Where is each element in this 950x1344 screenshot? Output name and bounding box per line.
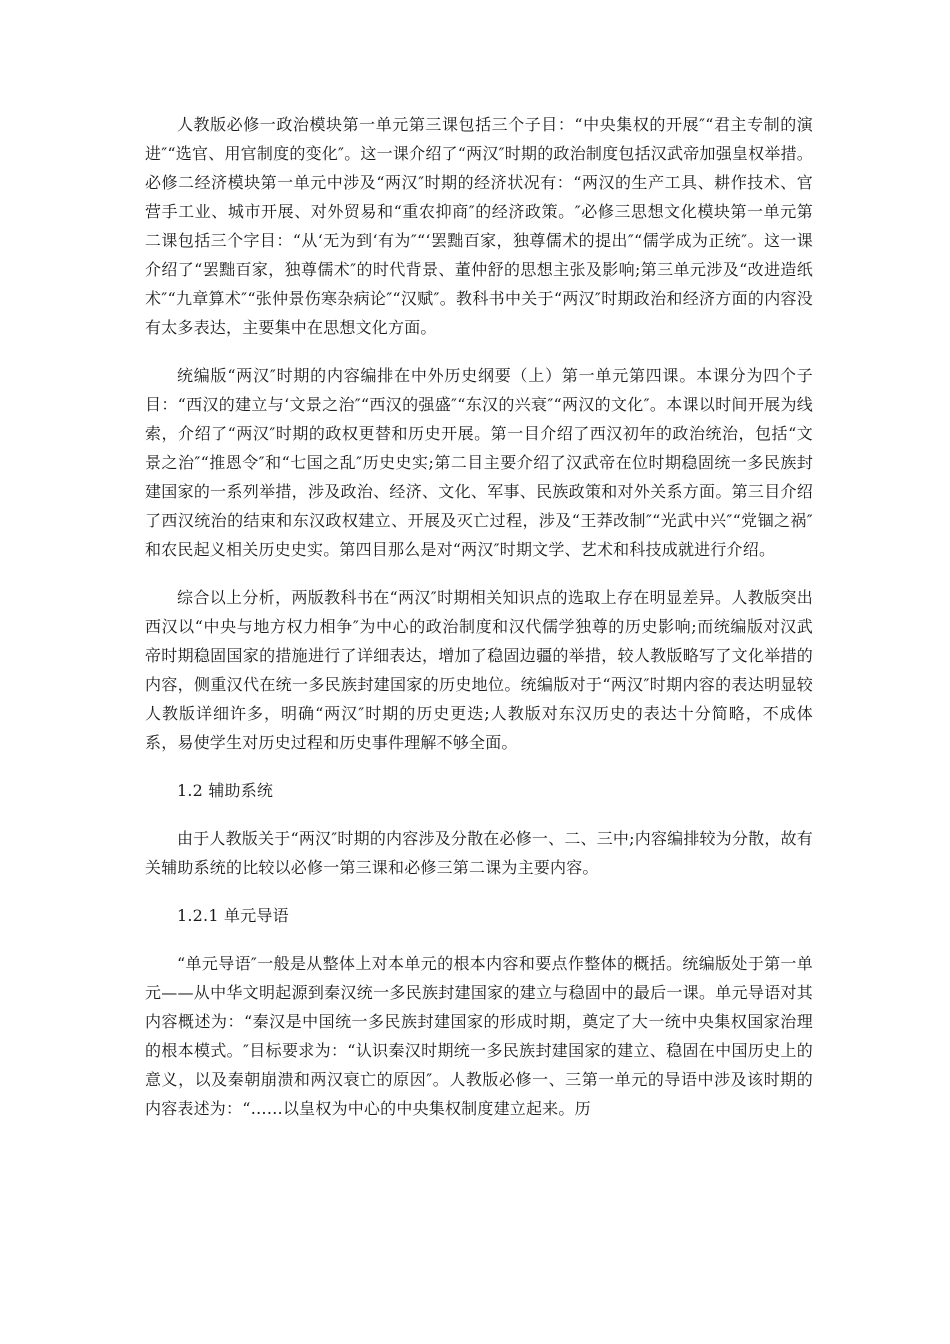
paragraph-comparison-analysis: 综合以上分析，两版教科书在“两汉″时期相关知识点的选取上存在明显差异。人教版突出西汉以“中央与地方权力相争″为中心的政治制度和汉代儒学独尊的历史影响;而统编版对汉武帝时期稳固国家的措施进行了详细表达，增加了稳固边疆的举措，较人教版略写了文化举措的内容，侧重汉代在统一多民族封建国家的历史地位。统编版对于“两汉″时期内容的表达明显较人教版详细许多，明确“两汉″时期的历史更迭;人教版对东汉历史的表达十分简略，不成体系，易使学生对历史过程和历史事件理解不够全面。: [145, 588, 813, 752]
paragraph-auxiliary-system: 由于人教版关于“两汉″时期的内容涉及分散在必修一、二、三中;内容编排较为分散，故有关辅助系统的比较以必修一第三课和必修三第二课为主要内容。: [145, 829, 813, 877]
paragraph-tongbian-overview: 统编版“两汉″时期的内容编排在中外历史纲要（上）第一单元第四课。本课分为四个子目：“西汉的建立与‘文景之治″“西汉的强盛″“东汉的兴衰″“两汉的文化″。本课以时间开展为线索，介绍了“两汉″时期的政权更替和历史开展。第一目介绍了西汉初年的政治统治，包括“文景之治″“推恩令″和“七国之乱″历史史实;第二目主要介绍了汉武帝在位时期稳固统一多民族封建国家的一系列举措，涉及政治、经济、文化、军事、民族政策和对外关系方面。第三目介绍了西汉统治的结束和东汉政权建立、开展及灭亡过程，涉及“王莽改制″“光武中兴″“党锢之祸″和农民起义相关历史史实。第四目那么是对“两汉″时期文学、艺术和科技成就进行介绍。: [145, 366, 813, 559]
paragraph-renjiao-overview: 人教版必修一政治模块第一单元第三课包括三个子目：“中央集权的开展″“君主专制的演进″“选官、用官制度的变化″。这一课介绍了“两汉″时期的政治制度包括汉武帝加强皇权举措。必修二经济模块第一单元中涉及“两汉″时期的经济状况有：“两汉的生产工具、耕作技术、官营手工业、城市开展、对外贸易和“重农抑商″的经济政策。″必修三思想文化模块第一单元第二课包括三个字目：“从‘无为到‘有为″“‘罢黜百家，独尊儒术的提出″“儒学成为正统″。这一课介绍了“罢黜百家，独尊儒术″的时代背景、董仲舒的思想主张及影响;第三单元涉及“改进造纸术″“九章算术″“张仲景伤寒杂病论″“汉赋″。教科书中关于“两汉″时期政治和经济方面的内容没有太多表达，主要集中在思想文化方面。: [145, 115, 813, 337]
paragraph-unit-intro: “单元导语″一般是从整体上对本单元的根本内容和要点作整体的概括。统编版处于第一单元——从中华文明起源到秦汉统一多民族封建国家的建立与稳固中的最后一课。单元导语对其内容概述为：“秦汉是中国统一多民族封建国家的形成时期，奠定了大一统中央集权国家治理的根本模式。″目标要求为：“认识秦汉时期统一多民族封建国家的建立、稳固在中国历史上的意义，以及秦朝崩溃和两汉衰亡的原因″。人教版必修一、三第一单元的导语中涉及该时期的内容表述为：“……以皇权为中心的中央集权制度建立起来。历: [145, 954, 813, 1118]
section-heading-auxiliary-system: 1.2 辅助系统: [177, 781, 274, 800]
document-page: [145, 110, 813, 1123]
section-heading-unit-intro: 1.2.1 单元导语: [177, 906, 289, 925]
